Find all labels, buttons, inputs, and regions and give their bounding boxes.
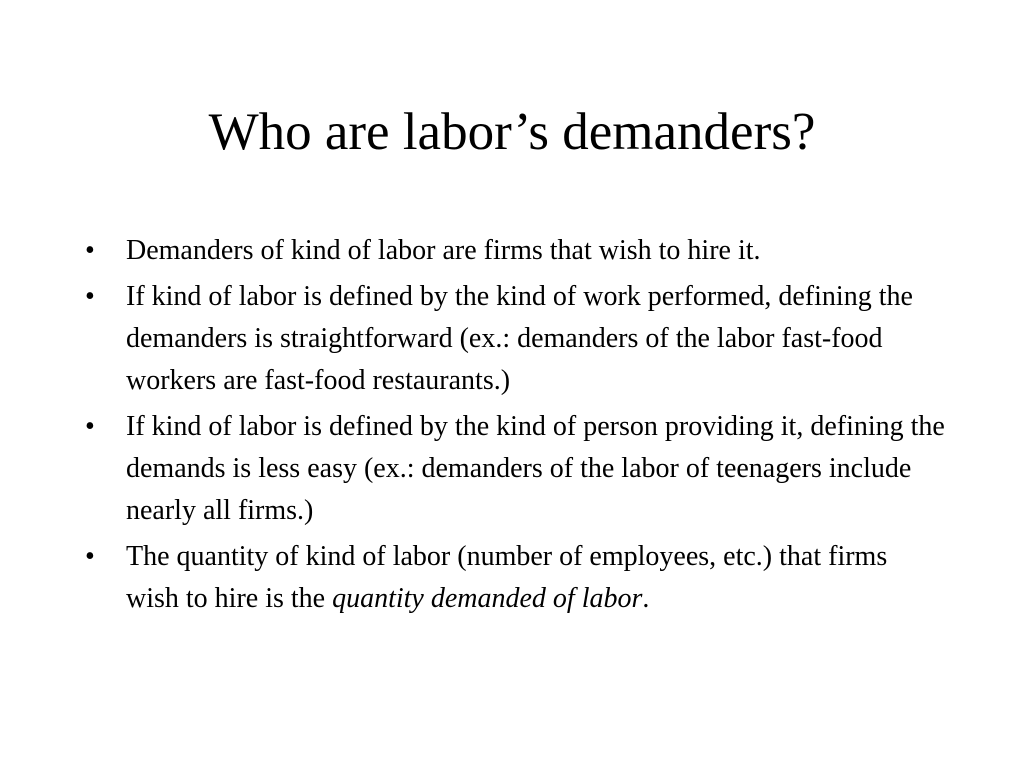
bullet-text-after: . <box>642 583 650 614</box>
bullet-text: If kind of labor is defined by the kind of work performed, defining the demanders is straightforward (ex.: demanders of the labor fast-food workers are fast-food restaurants.) <box>126 281 913 396</box>
bullet-item <box>85 406 945 532</box>
slide-title: Who are labor’s demanders? <box>208 103 816 161</box>
bullet-icon: • <box>85 541 95 572</box>
bullet-text: If kind of labor is defined by the kind of person providing it, defining the demands is less easy (ex.: demanders of the labor of teenagers include nearly all firms.) <box>126 411 945 526</box>
bullet-item <box>85 230 945 272</box>
bullet-icon: • <box>85 411 95 442</box>
emphasized-term: quantity demanded of labor <box>332 583 643 614</box>
bullet-icon: • <box>85 281 95 312</box>
bullet-text-before: The quantity of kind of labor (number of employees, etc.) that firms wish to hire is the <box>126 541 888 614</box>
bullet-icon: • <box>85 235 95 266</box>
bullet-item <box>85 536 945 620</box>
bullet-item <box>85 276 945 402</box>
bullet-list <box>85 230 945 624</box>
bullet-text: Demanders of kind of labor are firms that wish to hire it. <box>126 235 761 266</box>
